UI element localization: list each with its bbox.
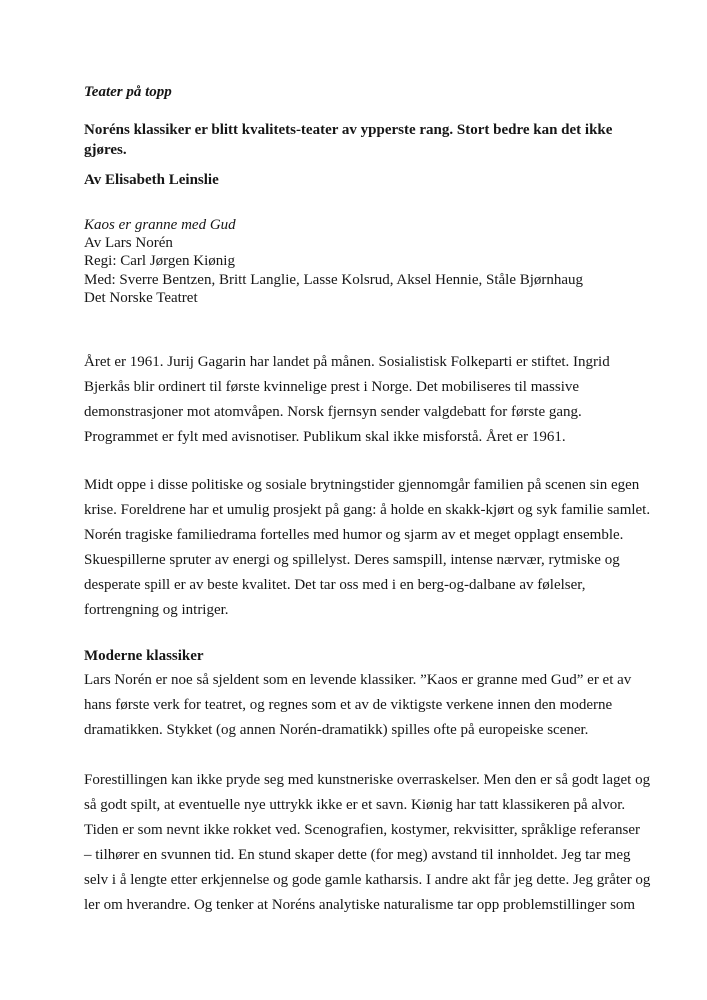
- paragraph-family-crisis: [84, 473, 684, 623]
- text-line: ler om hverandre. Og tenker at Noréns analytiske naturalisme tar opp problemstillinger som: [84, 897, 636, 913]
- text-line: Norén tragiske familiedrama fortelles med humor og sjarm av et meget opplagt ensemble.: [84, 527, 624, 543]
- article-title: Teater på topp: [84, 84, 172, 100]
- text-line: dramatikken. Stykket (og annen Norén-dramatikk) spilles ofte på europeiske scener.: [84, 722, 589, 738]
- text-line: Midt oppe i disse politiske og sosiale brytningstider gjennomgår familien på scenen sin egen: [84, 477, 640, 493]
- text-line: fortrengning og intriger.: [84, 602, 229, 618]
- credits-lines: [84, 234, 684, 307]
- text-line: hans første verk for teatret, og regnes som et av de viktigste verkene innen den moderne: [84, 697, 613, 713]
- text-line: – tilhører en svunnen tid. En stund skaper dette (for meg) avstand til innholdet. Jeg tar meg: [84, 847, 631, 863]
- text-line: Lars Norén er noe så sjeldent som en levende klassiker. ”Kaos er granne med Gud” er et av: [84, 672, 632, 688]
- paragraph-review-verdict: [84, 768, 684, 918]
- text-line: desperate spill er av beste kvalitet. Det tar oss med i en berg-og-dalbane av følelser,: [84, 577, 586, 593]
- play-title: Kaos er granne med Gud: [84, 217, 236, 233]
- text-line: Året er 1961. Jurij Gagarin har landet på månen. Sosialistisk Folkeparti er stiftet. Ingrid: [84, 354, 610, 370]
- text-line: Skuespillerne spruter av energi og spillelyst. Deres samspill, intense nærvær, rytmiske og: [84, 552, 620, 568]
- text-line: Tiden er som nevnt ikke rokket ved. Scenografien, kostymer, rekvisitter, språklige referanser: [84, 822, 640, 838]
- article-lede: [84, 121, 684, 160]
- text-line: Programmet er fylt med avisnotiser. Publikum skal ikke misforstå. Året er 1961.: [84, 429, 566, 445]
- text-line: Forestillingen kan ikke pryde seg med kunstneriske overraskelser. Men den er så godt laget og: [84, 772, 651, 788]
- text-line: Med: Sverre Bentzen, Britt Langlie, Lasse Kolsrud, Aksel Hennie, Ståle Bjørnhaug: [84, 271, 584, 288]
- article-byline: Av Elisabeth Leinslie: [84, 172, 219, 188]
- section-heading-moderne-klassiker: Moderne klassiker: [84, 648, 204, 664]
- text-line: gjøres.: [84, 141, 127, 158]
- text-line: krise. Foreldrene har et umulig prosjekt på gang: å holde en skakk-kjørt og syk familie samlet.: [84, 502, 651, 518]
- text-line: selv i å lengte etter erkjennelse og gode gamle katharsis. I andre akt får jeg dette. Jeg gråter og: [84, 872, 651, 888]
- text-line: Det Norske Teatret: [84, 289, 198, 306]
- paragraph-modern-classic: [84, 668, 684, 743]
- text-line: Bjerkås blir ordinert til første kvinnelige prest i Norge. Det mobiliseres til massive: [84, 379, 580, 395]
- text-line: så godt spilt, at eventuelle nye uttrykk ikke er et savn. Kiønig har tatt klassikeren på alvor.: [84, 797, 626, 813]
- text-line: demonstrasjoner mot atomvåpen. Norsk fjernsyn sender valgdebatt for første gang.: [84, 404, 582, 420]
- production-credits: [84, 216, 684, 307]
- text-line: Av Lars Norén: [84, 235, 173, 252]
- paragraph-year-1961: [84, 350, 684, 450]
- text-line: Regi: Carl Jørgen Kiønig: [84, 253, 235, 270]
- text-line: Noréns klassiker er blitt kvalitets-teater av ypperste rang. Stort bedre kan det ikke: [84, 122, 613, 138]
